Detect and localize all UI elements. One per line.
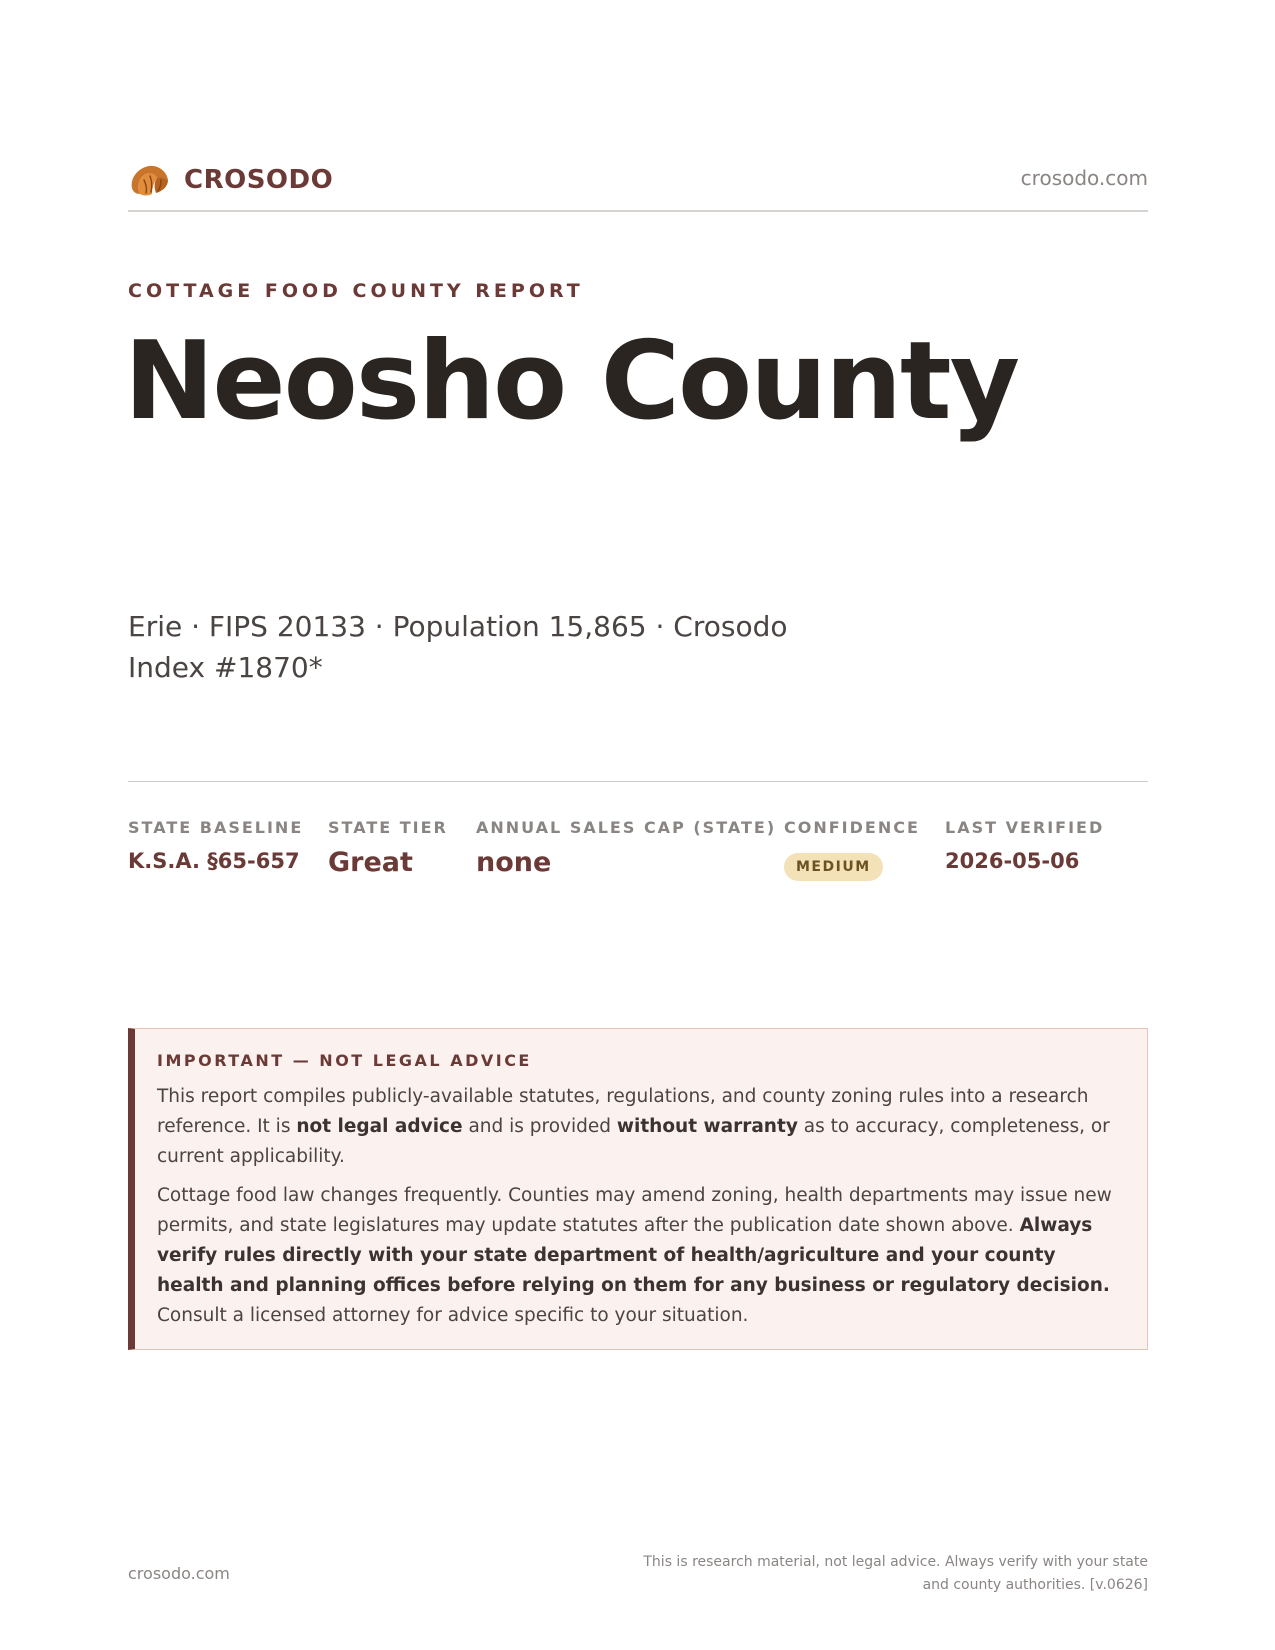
brand <box>128 160 333 200</box>
report-eyebrow: COTTAGE FOOD COUNTY REPORT <box>128 280 584 302</box>
notice-text: This report compiles publicly-available statutes, regulations, and county zoning rules into a research reference. It is <box>157 1086 1089 1137</box>
stat-label: STATE BASELINE <box>128 818 304 837</box>
notice-text: Cottage food law changes frequently. Counties may amend zoning, health departments may issue new permits, and state legislatures may update statutes after the publication date shown above. <box>157 1185 1112 1236</box>
notice-text: and is provided <box>462 1116 617 1137</box>
notice-title: IMPORTANT — NOT LEGAL ADVICE <box>157 1051 532 1070</box>
footer-url[interactable]: crosodo.com <box>128 1564 230 1583</box>
stat-value: K.S.A. §65-657 <box>128 849 300 873</box>
notice-text: as to accuracy, completeness, or current applicability. <box>157 1116 1110 1167</box>
notice-paragraph-2 <box>157 1181 1123 1331</box>
stat-label: LAST VERIFIED <box>945 818 1105 837</box>
notice-emphasis: without warranty <box>616 1116 798 1137</box>
footer-disclaimer: This is research material, not legal advice. Always verify with your state and county authorities. [v.0626] <box>643 1554 1148 1593</box>
stat-label: CONFIDENCE <box>784 818 920 837</box>
croissant-icon <box>128 160 170 200</box>
stat-state-tier <box>328 818 448 878</box>
stat-value: none <box>476 847 552 878</box>
legal-notice <box>128 1028 1148 1350</box>
stat-confidence <box>784 818 920 881</box>
page-title: Neosho County <box>124 319 1019 444</box>
stat-value: Great <box>328 847 413 878</box>
notice-emphasis: Always verify rules directly with your state department of health/agriculture and your county health and planning offices before relying on them for any business or regulatory decision. <box>157 1215 1110 1296</box>
stat-state-baseline <box>128 818 303 873</box>
header-url[interactable]: crosodo.com <box>1020 166 1148 190</box>
brand-name: CROSODO <box>184 165 334 195</box>
section-divider <box>128 781 1148 782</box>
page-header <box>128 156 1148 212</box>
stat-annual-sales-cap <box>476 818 776 878</box>
report-page <box>124 0 1148 1650</box>
notice-text: Consult a licensed attorney for advice specific to your situation. <box>157 1305 749 1326</box>
stat-label: STATE TIER <box>328 818 448 837</box>
notice-emphasis: not legal advice <box>296 1116 463 1137</box>
notice-paragraph-1 <box>157 1082 1123 1172</box>
stat-last-verified <box>945 818 1104 873</box>
confidence-badge: MEDIUM <box>784 853 883 881</box>
report-subtitle: Erie · FIPS 20133 · Population 15,865 · Crosodo Index #1870* <box>128 610 788 684</box>
stat-value: 2026-05-06 <box>945 849 1080 873</box>
header-divider <box>128 210 1148 212</box>
stat-label: ANNUAL SALES CAP (STATE) <box>476 818 777 837</box>
